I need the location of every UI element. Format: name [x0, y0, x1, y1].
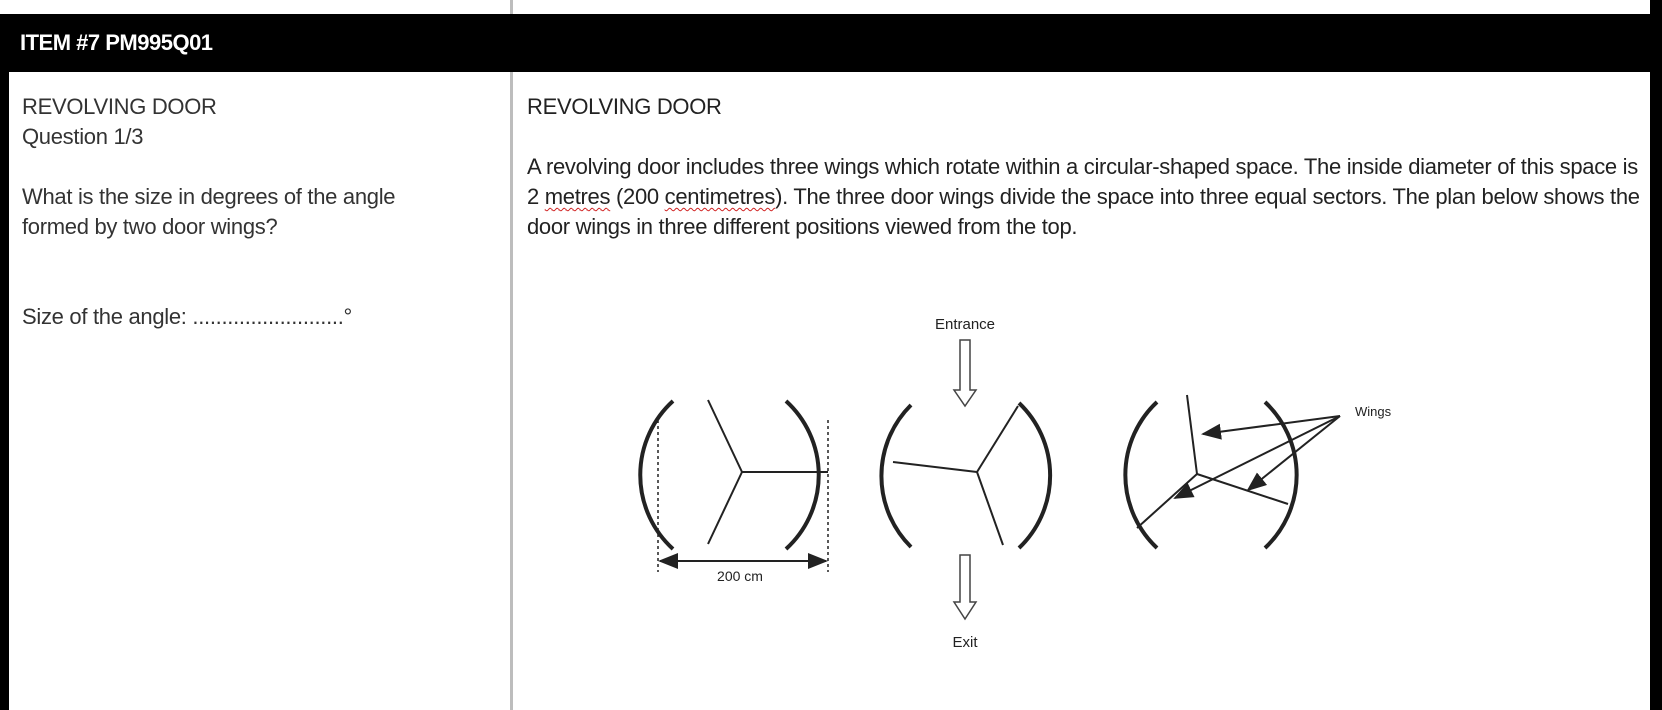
- item-title: ITEM #7 PM995Q01: [20, 30, 213, 55]
- word-metres: metres: [544, 184, 611, 209]
- question-text: What is the size in degrees of the angle formed by two door wings?: [22, 184, 396, 239]
- unit-title: REVOLVING DOOR: [22, 94, 217, 119]
- item-header: [0, 14, 1650, 72]
- exit-arrow-icon: [954, 555, 976, 619]
- left-border: [0, 72, 9, 710]
- question-number: Question 1/3: [22, 124, 144, 149]
- entrance-arrow-icon: [954, 340, 976, 406]
- stimulus-text-part-3: ). The three door wings divide the space into three equal sectors. The plan below shows the door wings in three different positions viewed from the top.: [527, 184, 1640, 239]
- answer-prompt[interactable]: Size of the angle: ..........................°: [22, 304, 353, 329]
- stimulus-text-part-2: (200: [610, 184, 665, 209]
- column-divider: [510, 72, 513, 710]
- revolving-door-plan: [520, 310, 1620, 710]
- stimulus-column: [527, 92, 1642, 242]
- stimulus-title: REVOLVING DOOR: [527, 94, 722, 119]
- question-column: [22, 92, 502, 332]
- stimulus-text-part-1: A revolving door includes three wings which rotate within a circular-shaped space. The inside diameter of this space is 2: [527, 154, 1638, 209]
- word-centimetres: centimetres: [664, 184, 776, 209]
- wings-label: Wings: [1355, 404, 1392, 419]
- top-strip: [0, 0, 1650, 14]
- door-position-1: [640, 400, 828, 572]
- stimulus-text: [527, 152, 1642, 242]
- door-position-3: [1125, 395, 1340, 548]
- dimension-label: 200 cm: [717, 568, 763, 584]
- exit-label: Exit: [952, 634, 978, 651]
- door-position-2: [881, 403, 1050, 548]
- entrance-label: Entrance: [934, 316, 996, 333]
